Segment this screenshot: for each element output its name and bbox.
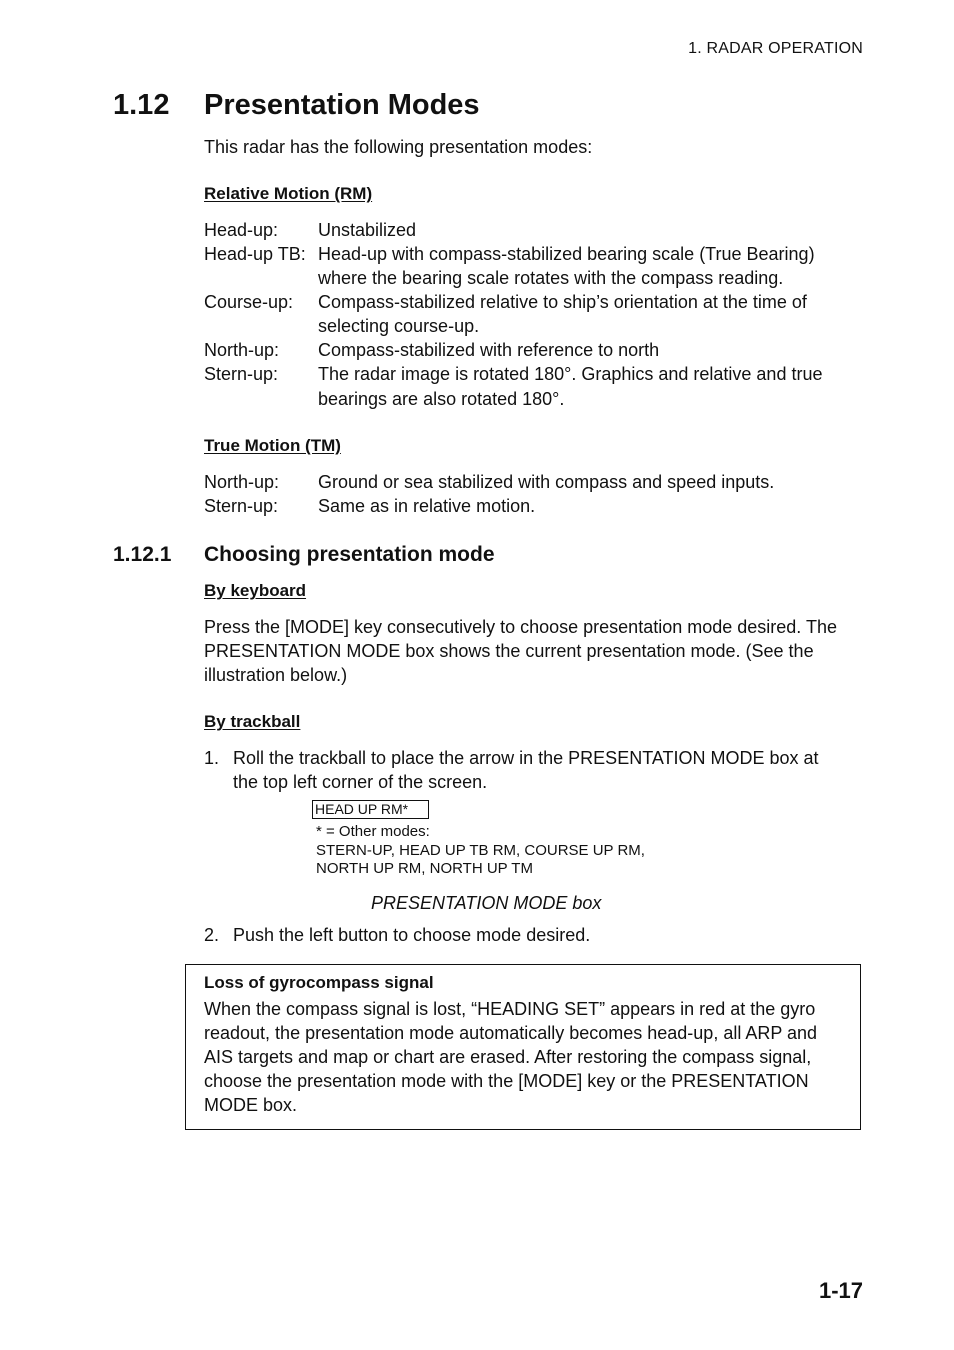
keyboard-para-line3: illustration below.) [204, 665, 348, 685]
by-trackball-heading: By trackball [204, 712, 301, 731]
note-line: choose the presentation mode with the [MODE] key or the PRESENTATION [204, 1071, 809, 1091]
rm-term-head-up-tb: Head-up TB: [204, 244, 306, 264]
page-number: 1-17 [818, 1278, 863, 1303]
rm-term-north-up: North-up: [204, 340, 280, 360]
section-intro: This radar has the following presentation modes: [204, 137, 593, 157]
gyrocompass-note-box [185, 964, 861, 1130]
step-1-number: 1. [204, 748, 220, 768]
rm-def-course-up-line1: Compass-stabilized relative to ship’s orientation at the time of [318, 292, 807, 312]
keyboard-para-line1: Press the [MODE] key consecutively to choose presentation mode desired. The [204, 617, 837, 637]
rm-def-head-up-tb-line1: Head-up with compass-stabilized bearing scale (True Bearing) [318, 244, 815, 264]
presentation-mode-box: HEAD UP RM* [312, 800, 429, 819]
step-2-text: Push the left button to choose mode desired. [233, 925, 591, 945]
other-modes-line1: * = Other modes: [316, 823, 430, 840]
step-2-number: 2. [204, 925, 220, 945]
running-header: 1. RADAR OPERATION [688, 40, 863, 57]
tm-term-north-up: North-up: [204, 472, 280, 492]
rm-def-head-up: Unstabilized [318, 220, 417, 240]
rm-def-north-up: Compass-stabilized with reference to north [318, 340, 660, 360]
note-title: Loss of gyrocompass signal [204, 973, 434, 992]
note-body [204, 997, 844, 1117]
tm-def-stern-up: Same as in relative motion. [318, 496, 536, 516]
by-keyboard-heading: By keyboard [204, 581, 307, 600]
other-modes-line3: NORTH UP RM, NORTH UP TM [316, 860, 533, 877]
subsection-title: Choosing presentation mode [204, 543, 495, 566]
rm-def-head-up-tb-line2: where the bearing scale rotates with the compass reading. [318, 268, 784, 288]
other-modes-line2: STERN-UP, HEAD UP TB RM, COURSE UP RM, [316, 842, 645, 859]
rm-term-course-up: Course-up: [204, 292, 294, 312]
tm-def-north-up: Ground or sea stabilized with compass and speed inputs. [318, 472, 775, 492]
keyboard-para-line2: PRESENTATION MODE box shows the current presentation mode. (See the [204, 641, 814, 661]
true-motion-heading: True Motion (TM) [204, 436, 341, 455]
section-number: 1.12 [113, 89, 170, 121]
section-title: Presentation Modes [204, 89, 480, 121]
subsection-number: 1.12.1 [113, 543, 172, 566]
note-line: AIS targets and map or chart are erased. After restoring the compass signal, [204, 1047, 812, 1067]
rm-term-stern-up: Stern-up: [204, 364, 279, 384]
rm-def-stern-up-line1: The radar image is rotated 180°. Graphics and relative and true [318, 364, 823, 384]
note-line: MODE box. [204, 1095, 298, 1115]
note-line: readout, the presentation mode automatically becomes head-up, all ARP and [204, 1023, 818, 1043]
note-line: When the compass signal is lost, “HEADING SET” appears in red at the gyro [204, 999, 816, 1019]
figure-caption: PRESENTATION MODE box [371, 893, 602, 913]
step-1-text-line1: Roll the trackball to place the arrow in the PRESENTATION MODE box at [233, 748, 819, 768]
step-1-text-line2: the top left corner of the screen. [233, 772, 488, 792]
tm-term-stern-up: Stern-up: [204, 496, 279, 516]
rm-def-course-up-line2: selecting course-up. [318, 316, 480, 336]
rm-term-head-up: Head-up: [204, 220, 279, 240]
relative-motion-heading: Relative Motion (RM) [204, 184, 373, 203]
rm-def-stern-up-line2: bearings are also rotated 180°. [318, 389, 565, 409]
